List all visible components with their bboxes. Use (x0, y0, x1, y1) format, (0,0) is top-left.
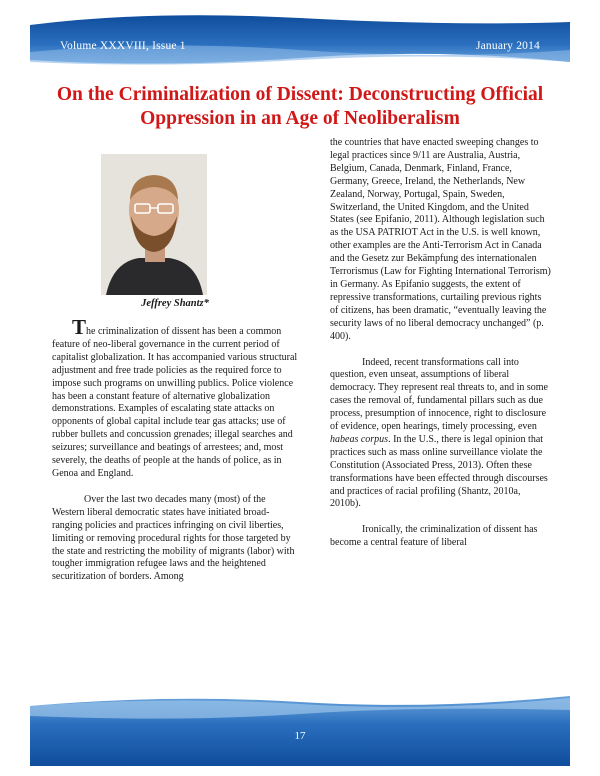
header-band (0, 0, 600, 70)
paragraph-countries: the countries that have enacted sweeping changes to legal practices since 9/11 are Australia, Austria, Belgium, Canada, Denmark, Finland, France, Germany, Greece, Ireland, the Netherlands, New Zealand, Norway, Portugal, Spain, Sweden, Switzerland, the United Kingdom, and the United States (see Epifanio, 2011). Although legislation such as the USA PATRIOT Act in the U.S. is well known, other examples are the Anti-Terrorism Act in Canada and the Gesetz zur Bekämpfung des internationalen Terrorismus (Law for Fighting International Terrorism) in Germany. As Epifanio suggests, the extent of repressive transformations, curtailing previous rights of citizens, has been dramatic, “eventually leaving the security laws of no liberal democracy unchanged” (p. 400). (330, 137, 551, 342)
page-number: 17 (294, 730, 306, 742)
header-wave-graphic (0, 0, 600, 70)
author-photo (101, 154, 207, 295)
author-caption: Jeffrey Shantz* (141, 298, 209, 309)
paragraph-transformations-text-a: Indeed, recent transformations call into question, even unseat, assumptions of liberal democracy. They represent real threats to, and in some cases the removal of, fundamental pillars such as due process, presumption of innocence, right to disclosure of evidence, open hearings, timely processing, even (330, 356, 548, 433)
paragraph-ironically: Ironically, the criminalization of dissent has become a central feature of liberal (330, 524, 538, 549)
paragraph-transformations-text-b: . In the U.S., there is legal opinion that practices such as mass online surveillance violate the Constitution (Associated Press, 2013). Often these transformations have been effected through discourses and practices of racial profiling (Shantz, 2010a, 2010b). (330, 433, 548, 510)
author-portrait-icon (101, 154, 207, 295)
paragraph-transformations (330, 357, 552, 512)
habeas-corpus-term: habeas corpus (330, 433, 389, 445)
issue-volume: Volume XXXVIII, Issue 1 (60, 40, 186, 52)
paragraph-intro (52, 315, 298, 481)
article-title: On the Criminalization of Dissent: Deconstructing Official Oppression in an Age of Neoliberalism (56, 84, 544, 129)
paragraph-intro-text: he criminalization of dissent has been a common feature of neo-liberal governance in the current period of capitalist globalization. It has accompanied various structural adjustment and free trade policies as the required force to impose such programs on unwilling publics. Police violence has been a constant feature of alternative globalization demonstrations. Examples of escalating state attacks on opponents of global capital include tear gas attacks; use of rubber bullets and concussion grenades; illegal searches and seizures; surveillance and beatings of arrestees; and, most severely, the deaths of people at the hands of police, as in Genoa and England. (52, 326, 298, 479)
article-column-right (330, 137, 552, 550)
paragraph-two-decades: Over the last two decades many (most) of the Western liberal democratic states have initiated broad-ranging policies and practices infringing on civil liberties, limiting or removing procedural rights for those targeted by the state and restricting the mobility of migrants (labor) with tougher immigration refugee laws and the heightened securitization of borders. Among (52, 493, 295, 583)
article-column-left (52, 315, 298, 584)
issue-date: January 2014 (475, 40, 540, 52)
drop-cap: T (72, 315, 87, 339)
